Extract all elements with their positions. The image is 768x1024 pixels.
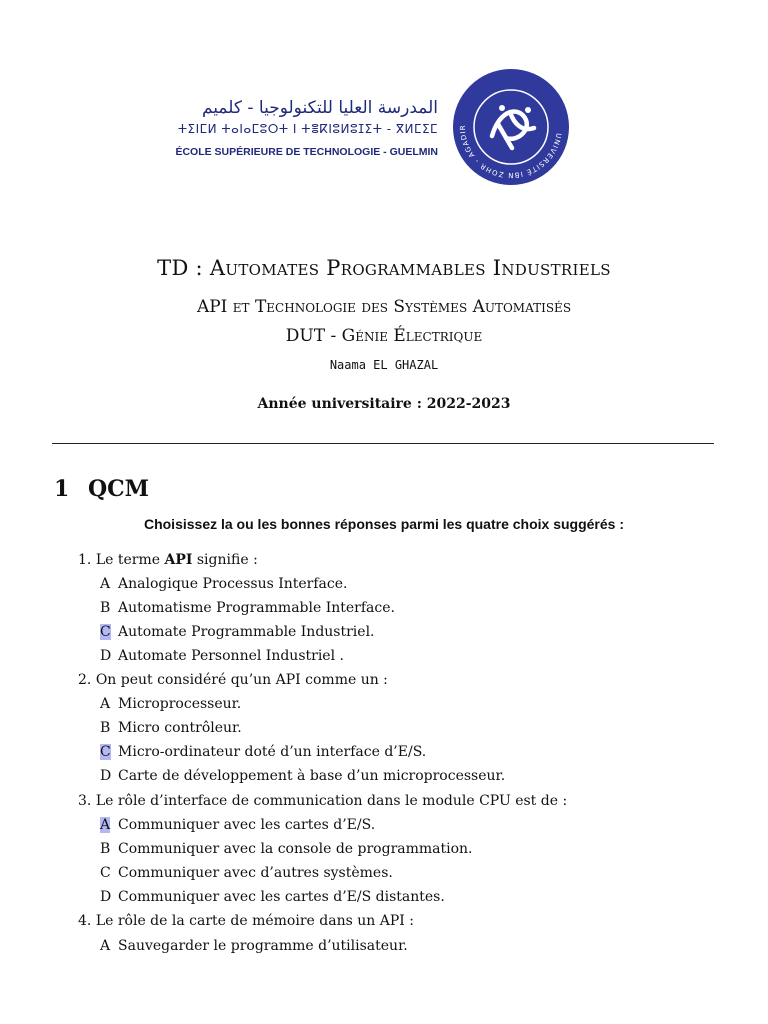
option-text: Carte de développement à base d’un microprocesseur.	[118, 768, 506, 784]
document-subtitle: API et Technologie des Systèmes Automatisés	[196, 297, 572, 317]
question-number: 4.	[78, 913, 92, 929]
option-letter-highlighted: C	[100, 744, 111, 760]
option-letter: B	[100, 600, 111, 616]
question-3	[78, 793, 567, 809]
option-letter: A	[100, 938, 111, 954]
question-number: 1.	[78, 552, 92, 568]
school-name-arabic: المدرسة العليا للتكنولوجيا - كلميم	[201, 98, 438, 118]
horizontal-divider	[52, 443, 714, 444]
question-2	[78, 672, 388, 688]
university-seal-icon	[452, 68, 570, 186]
option-letter: B	[100, 841, 111, 857]
option-3d[interactable]	[100, 889, 445, 905]
option-letter: B	[100, 720, 111, 736]
section-title: QCM	[88, 476, 150, 502]
option-text: Communiquer avec les cartes d’E/S distantes.	[118, 889, 445, 905]
option-letter: A	[100, 576, 111, 592]
question-text: Le rôle de la carte de mémoire dans un API :	[95, 913, 414, 929]
option-2a[interactable]	[100, 696, 241, 712]
option-letter: A	[100, 696, 111, 712]
option-text: Analogique Processus Interface.	[118, 576, 348, 592]
option-1b[interactable]	[100, 600, 395, 616]
option-text: Communiquer avec la console de programmation.	[118, 841, 473, 857]
option-2b[interactable]	[100, 720, 242, 736]
option-text: Micro-ordinateur doté d’un interface d’E/S.	[118, 744, 427, 760]
question-1	[78, 552, 258, 568]
option-letter: C	[100, 865, 111, 881]
option-text: Automatisme Programmable Interface.	[118, 600, 395, 616]
option-2c[interactable]	[100, 744, 426, 760]
option-2d[interactable]	[100, 768, 505, 784]
option-text: Communiquer avec les cartes d’E/S.	[118, 817, 376, 833]
option-text: Communiquer avec d’autres systèmes.	[118, 865, 393, 881]
question-number: 3.	[78, 793, 92, 809]
school-name-tifinagh: ⵜⵉⵏⵎⵍ ⵜⴰⵏⴰⵎⵓⵔⵜ ⵏ ⵜⴻⴽⵏⵓⵍⵓⵊⵉⵜ - ⴳⵍⵎⵉⵎ	[177, 122, 438, 136]
question-number: 2.	[78, 672, 92, 688]
question-text: On peut considéré qu’un API comme un :	[95, 672, 388, 688]
option-letter: D	[100, 889, 112, 905]
author-name: Naama EL GHAZAL	[329, 358, 439, 372]
instructions: Choisissez la ou les bonnes réponses parmi les quatre choix suggérés :	[143, 516, 625, 532]
academic-year: Année universitaire : 2022-2023	[257, 396, 511, 412]
seal-text: UNIVERSITÉ IBN ZOHR - AGADIR	[458, 124, 563, 180]
option-1c[interactable]	[100, 624, 375, 640]
option-3b[interactable]	[100, 841, 473, 857]
question-text: signifie :	[196, 552, 258, 568]
option-text: Automate Personnel Industriel .	[118, 648, 344, 664]
question-keyword: API	[164, 552, 193, 568]
document-title: TD : Automates Programmables Industriels	[157, 256, 611, 280]
option-letter: D	[100, 768, 112, 784]
question-text: Le terme	[95, 552, 161, 568]
option-3c[interactable]	[100, 865, 393, 881]
option-3a[interactable]	[100, 817, 375, 833]
option-text: Sauvegarder le programme d’utilisateur.	[118, 938, 408, 954]
option-letter: D	[100, 648, 112, 664]
section-number: 1	[54, 476, 70, 502]
program-name: DUT - Génie Électrique	[285, 326, 483, 346]
option-text: Micro contrôleur.	[118, 720, 242, 736]
school-name-french: ÉCOLE SUPÉRIEURE DE TECHNOLOGIE - GUELMIN	[175, 146, 438, 158]
option-text: Automate Programmable Industriel.	[118, 624, 375, 640]
question-text: Le rôle d’interface de communication dans le module CPU est de :	[95, 793, 568, 809]
option-letter-highlighted: A	[100, 817, 111, 833]
option-4a[interactable]	[100, 938, 408, 954]
option-text: Microprocesseur.	[118, 696, 242, 712]
question-4	[78, 913, 414, 929]
option-1d[interactable]	[100, 648, 344, 664]
school-logo	[175, 98, 438, 168]
section-heading	[54, 476, 149, 502]
option-1a[interactable]	[100, 576, 347, 592]
option-letter-highlighted: C	[100, 624, 111, 640]
